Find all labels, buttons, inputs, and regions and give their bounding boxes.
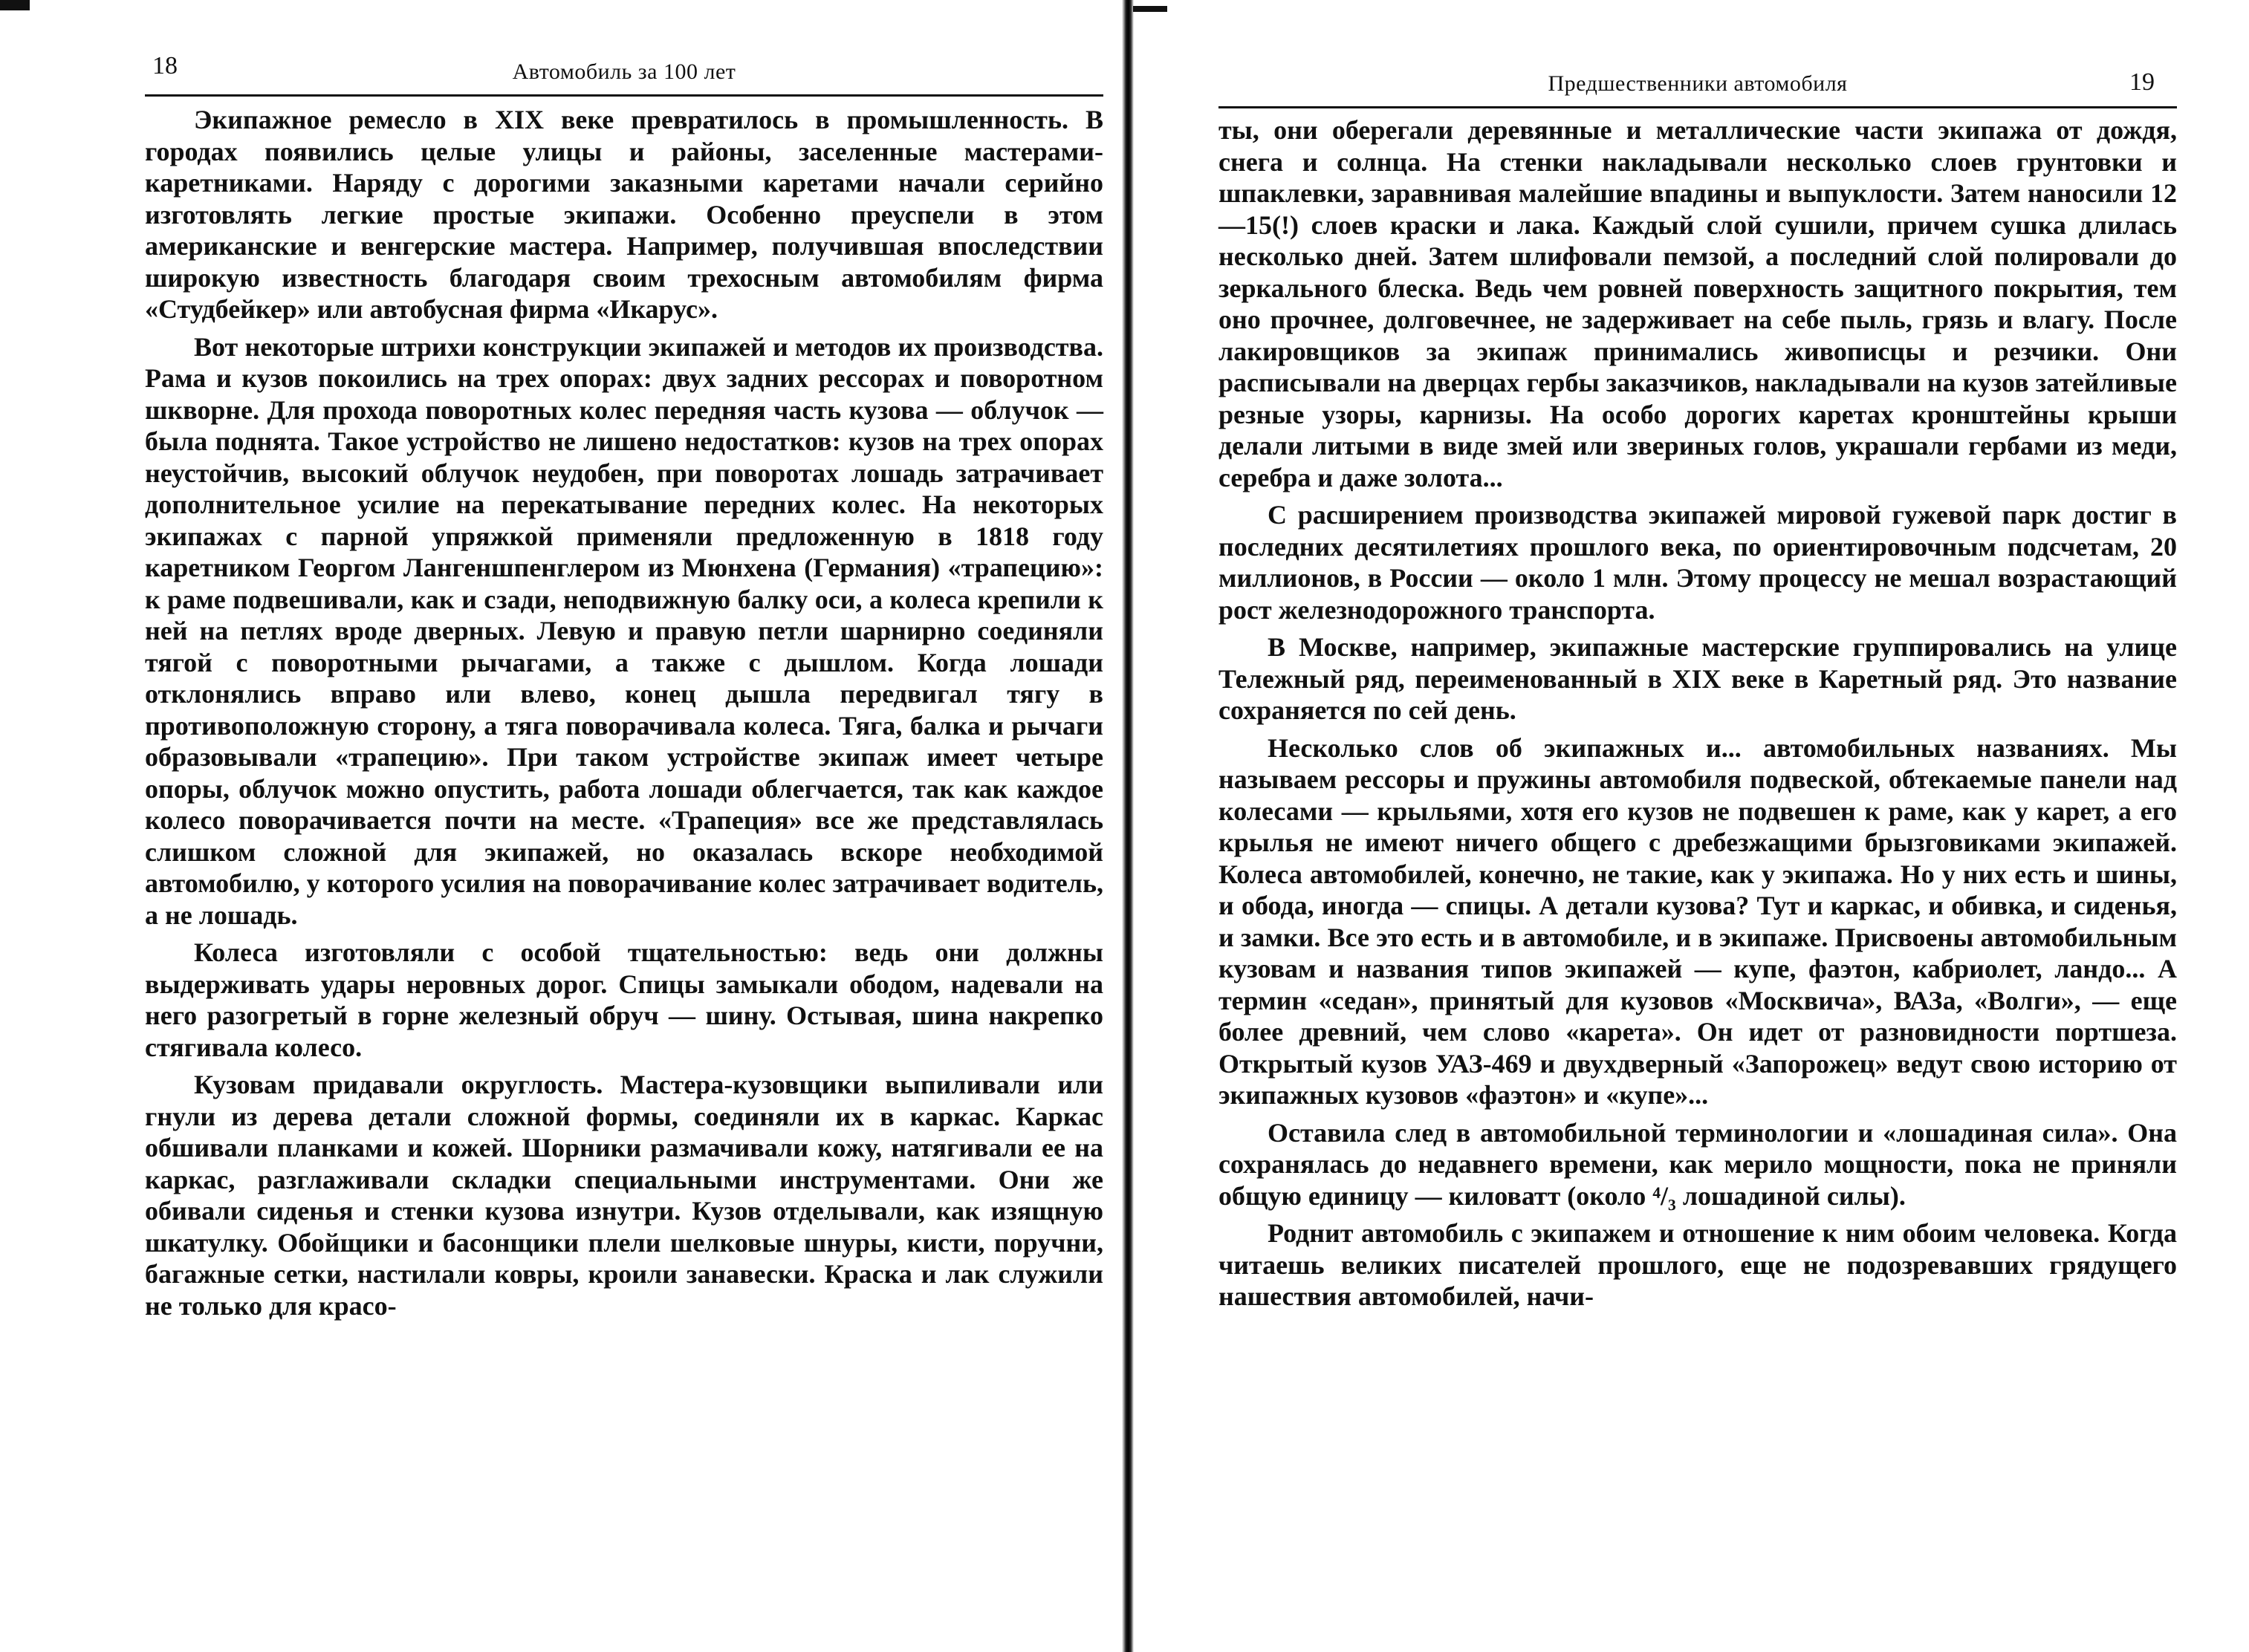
left-header-rule (145, 94, 1103, 97)
paragraph: Несколько слов об экипажных и... автомобильных названиях. Мы называем рессоры и пружины автомобиля подвеской, обтекаемые панели над колесами — крыльями, хотя его кузов не подвешен к раме, как у карет, а его крылья не имеют ничего общего с дребезжащими брызговиками экипажей. Колеса автомобилей, конечно, не такие, как у экипажа. Но у них есть и шины, и обода, иногда — спицы. А детали кузова? Тут и каркас, и обивка, и сиденья, и замки. Все это есть и в автомобиле, и в экипаже. Присвоены автомобильным кузовам и названия типов экипажей — купе, фаэтон, кабриолет, ландо... А термин «седан», принятый для кузовов «Москвича», ВАЗа, «Волги», — еще более древний, чем слово «карета». Он идет от разновидности портшеза. Открытый кузов УАЗ-469 и двухдверный «Запорожец» ведут свою историю от экипажных кузовов «фаэтон» и «купе»... (1218, 732, 2177, 1110)
right-running-title: Предшественники автомобиля (1548, 71, 1848, 96)
left-page-number: 18 (152, 52, 178, 79)
left-page-body (145, 104, 1103, 1321)
right-page-body (1218, 114, 2177, 1313)
scan-edge-mark (0, 0, 30, 10)
right-running-head (1218, 0, 2177, 104)
continued-paragraph: ты, они оберегали деревянные и металлические части экипажа от дождя, снега и солнца. На стенки накладывали несколько слоев грунтовки и шпаклевки, заравнивая малейшие впадины и выпуклости. Затем наносили 12—15(!) слоев краски и лака. Каждый слой сушили, причем сушка длилась несколько дней. Затем шлифовали пемзой, а последний слой полировали до зеркального блеска. Ведь чем ровней поверхность защитного покрытия, тем оно прочнее, долговечнее, не задерживает на себе пыль, грязь и влагу. После лакировщиков за экипаж принимались живописцы и резчики. Они расписывали на дверцах гербы заказчиков, накладывали на кузов затейливые резные узоры, карнизы. На особо дорогих каретах кронштейны крыши делали литыми в виде змей или звериных голов, украшали гербами из меди, серебра и даже золота... (1218, 115, 2177, 492)
right-page (1218, 0, 2177, 1318)
book-gutter (1122, 0, 1134, 1652)
right-page-number: 19 (2129, 68, 2155, 96)
paragraph: Оставила след в автомобильной терминологии и «лошадиная сила». Она сохранялась до недавнего времени, как мерило мощности, пока не приняли общую единицу — киловатт (около ⁴/₃ лошадиной силы). (1218, 1117, 2177, 1211)
left-running-head (145, 0, 1103, 104)
left-running-title: Автомобиль за 100 лет (512, 59, 736, 84)
paragraph: Кузовам придавали округлость. Мастера-кузовщики выпиливали или гнули из дерева детали сложной формы, соединяли их в каркас. Каркас обшивали планками и кожей. Шорники размачивали кожу, натягивали ее на каркас, разглаживали складки специальными инструментами. Они же обивали сиденья и стенки кузова изнутри. Кузов отделывали, как изящную шкатулку. Обойщики и басонщики плели шелковые шнуры, кисти, поручни, багажные сетки, настилали ковры, кроили занавески. Краска и лак служили не только для красо- (145, 1070, 1103, 1321)
paragraph: Колеса изготовляли с особой тщательностью: ведь они должны выдерживать удары неровных дорог. Спицы замыкали ободом, надевали на него разогретый в горне железный обруч — шину. Остывая, шина накрепко стягивала колесо. (145, 937, 1103, 1062)
left-page (145, 0, 1103, 1327)
paragraph: Вот некоторые штрихи конструкции экипажей и методов их производства. Рама и кузов покоились на трех опорах: двух задних рессорах и поворотном шкворне. Для прохода поворотных колес передняя часть кузова — облучок — была поднята. Такое устройство не лишено недостатков: кузов на трех опорах неустойчив, высокий облучок неудобен, при поворотах лошадь затрачивает дополнительное усилие на перекатывание передних колес. На некоторых экипажах с парной упряжкой применяли предложенную в 1818 году каретником Георгом Лангеншпенглером из Мюнхена (Германия) «трапецию»: к раме подвешивали, как и сзади, неподвижную балку оси, а колеса крепили к ней на петлях вроде дверных. Левую и правую петли шарнирно соединяли тягой с поворотными рычагами, а также с дышлом. Когда лошади отклонялись вправо или влево, конец дышла передвигал тягу в противоположную сторону, а тяга поворачивала колеса. Тяга, балка и рычаги образовывали «трапецию». При таком устройстве экипаж имеет четыре опоры, облучок можно опустить, работа лошади облегчается, так как каждое колесо поворачивается почти на месте. «Трапеция» все же представлялась слишком сложной для экипажей, но оказалась вскоре необходимой автомобилю, у которого усилия на поворачивание колес затрачивает водитель, а не лошадь. (145, 331, 1103, 930)
paragraph: Роднит автомобиль с экипажем и отношение к ним обоим человека. Когда читаешь великих писателей прошлого, еще не подозревавших грядущего нашествия автомобилей, начи- (1218, 1218, 2177, 1311)
right-header-rule (1218, 106, 2177, 108)
paragraph: В Москве, например, экипажные мастерские группировались на улице Тележный ряд, переименованный в XIX веке в Каретный ряд. Это название сохраняется по сей день. (1218, 632, 2177, 725)
gutter-tick-mark (1133, 6, 1167, 12)
paragraph: С расширением производства экипажей мировой гужевой парк достиг в последних десятилетиях прошлого века, по ориентировочным подсчетам, 20 миллионов, в России — около 1 млн. Этому процессу не мешал возрастающий рост железнодорожного транспорта. (1218, 500, 2177, 625)
paragraph: Экипажное ремесло в XIX веке превратилось в промышленность. В городах появились целые улицы и районы, заселенные мастерами-каретниками. Наряду с дорогими заказными каретами начали серийно изготовлять легкие простые экипажи. Особенно преуспели в этом американские и венгерские мастера. Например, получившая впоследствии широкую известность благодаря своим трехосным автомобилям фирма «Студбейкер» или автобусная фирма «Икарус». (145, 105, 1103, 324)
